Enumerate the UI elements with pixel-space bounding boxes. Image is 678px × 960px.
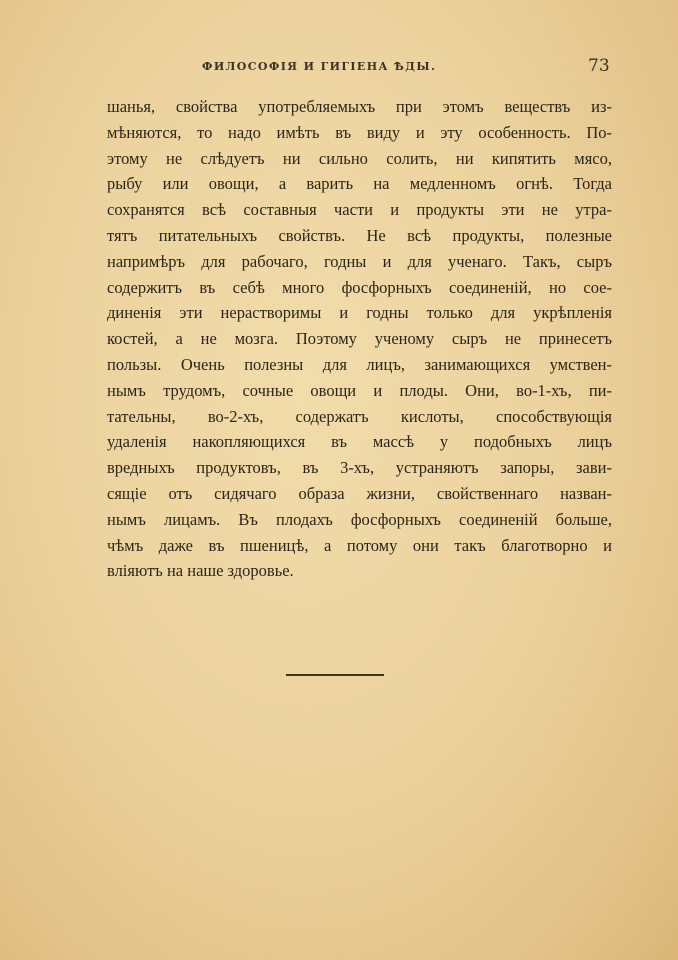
text-line: содержитъ въ себѣ много фосфорныхъ соединеній, но сое- bbox=[107, 277, 612, 297]
section-divider-rule bbox=[286, 674, 384, 676]
text-line: вредныхъ продуктовъ, въ 3-хъ, устраняютъ запоры, зави- bbox=[107, 458, 612, 478]
text-line: удаленія накопляющихся въ массѣ у подобныхъ лицъ bbox=[107, 432, 612, 452]
text-line: костей, а не мозга. Поэтому ученому сыръ не принесетъ bbox=[107, 329, 612, 349]
text-line: нымъ лицамъ. Въ плодахъ фосфорныхъ соединеній больше, bbox=[107, 509, 612, 529]
text-line: диненія эти нерастворимы и годны только для укрѣпленія bbox=[107, 303, 612, 323]
body-text bbox=[107, 94, 612, 584]
text-line: мѣняются, то надо имѣть въ виду и эту особенность. По- bbox=[107, 122, 612, 142]
page-number: 73 bbox=[588, 56, 610, 76]
text-line: тятъ питательныхъ свойствъ. Не всѣ продукты, полезные bbox=[107, 225, 612, 245]
text-line-last: вліяютъ на наше здоровье. bbox=[107, 561, 294, 581]
text-line: сохранятся всѣ составныя части и продукты эти не утра- bbox=[107, 200, 612, 220]
text-line: рыбу или овощи, а варить на медленномъ огнѣ. Тогда bbox=[107, 174, 612, 194]
text-line: сящіе отъ сидячаго образа жизни, свойственнаго назван- bbox=[107, 483, 612, 503]
text-line: чѣмъ даже въ пшеницѣ, а потому они такъ благотворно и bbox=[107, 535, 612, 555]
text-line: напримѣръ для рабочаго, годны и для ученаго. Такъ, сыръ bbox=[107, 251, 612, 271]
text-line: тательны, во-2-хъ, содержатъ кислоты, способствующія bbox=[107, 406, 612, 426]
text-line: этому не слѣдуетъ ни сильно солить, ни кипятить мясо, bbox=[107, 148, 612, 168]
text-line: шанья, свойства употребляемыхъ при этомъ веществъ из- bbox=[107, 97, 612, 116]
text-line: пользы. Очень полезны для лицъ, занимающихся умствен- bbox=[107, 354, 612, 374]
text-line: нымъ трудомъ, сочные овощи и плоды. Они, во-1-хъ, пи- bbox=[107, 380, 612, 400]
running-head: ФИЛОСОФІЯ И ГИГІЕНА ѢДЫ. bbox=[202, 60, 437, 73]
